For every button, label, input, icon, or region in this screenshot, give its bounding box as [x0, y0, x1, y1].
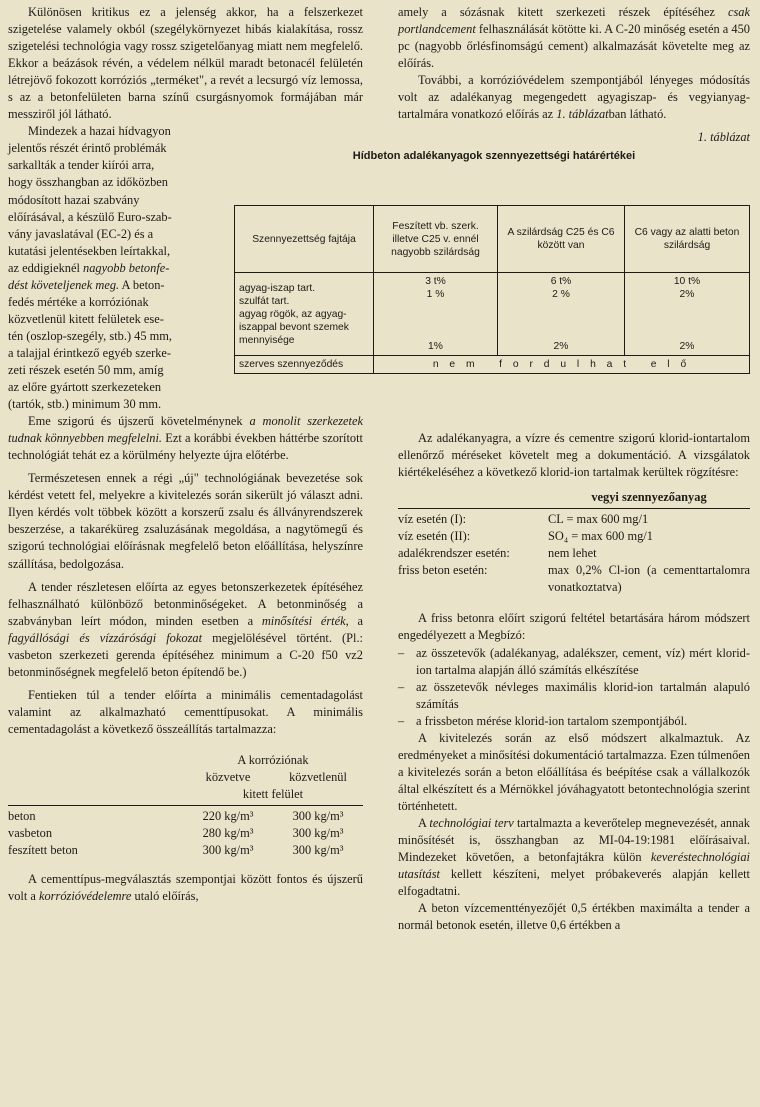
table-row: beton 220 kg/m³ 300 kg/m³ [8, 809, 344, 824]
right-column-lower [398, 430, 750, 934]
emphasis: 1. táblázat [556, 107, 609, 122]
table-header: Szennyezettség fajtája [235, 206, 374, 273]
limits-table [234, 205, 750, 374]
table-number: 1. táblázat [697, 130, 750, 145]
table-row: agyag-iszap tart. szulfát tart. agyag rögök, az agyag-iszappal bevont szemek mennyisége 3 t% 1 % 1% 6 t% 2 % 2% 10 t% 2% 2% [235, 273, 750, 356]
text-line: zeti részek esetén 50 mm, amíg [8, 362, 164, 377]
cement-head: A korróziónak [237, 752, 309, 767]
chem-row: víz esetén (I): CL = max 600 mg/1 [398, 512, 649, 527]
text-line: jelentős részét érintő problémák [8, 141, 167, 156]
emphasis: dést követeljenek meg. [8, 277, 120, 292]
cement-head: közvetve [205, 770, 251, 785]
text-line: hogy összhangban az időközben [8, 175, 169, 190]
table-title: Hídbeton adalékanyagok szennyezettségi határértékei [352, 150, 636, 163]
emphasis: keveréstechnológiai utasítást [398, 850, 750, 882]
emphasis: technológiai terv [429, 815, 514, 830]
paragraph: A kivitelezés során az első módszert alkalmaztuk. Az eredményeket a minősítési dokumentáció tartalmazza. Ezen túlmenően a kivitelezés során a beton előállítása és beépítése csak a vállalkozók által elkészített és a Mérnökkel jóváhagyatott betontechnológia szerint történhetett. [398, 730, 750, 813]
right-column [352, 4, 750, 171]
text-line: a talajjal érintkező egyéb szerke- [8, 345, 172, 360]
paragraph: amely a sózásnak kitett szerkezeti részek építéséhez csak portlandcement felhasználását kötötte ki. A C-20 minőség esetén a 450 pc (nagyobb őrlésfinomságú cement) alkalmazását követelte meg az előírás. [398, 5, 750, 71]
paragraph: További, a korrózióvédelem szempontjából lényeges módosítás volt az adalékanyag megengedett agyagiszap- és vegyianyag-tartalmára vonatkozó előírás az 1. táblázatban látható. [398, 73, 750, 122]
list-item: – a frissbeton mérése klorid-ion tartalom szempontjából. [398, 713, 750, 730]
text-line: Mindezek a hazai hídvagyon [28, 124, 171, 139]
paragraph: Az adalékanyagra, a vízre és cementre szigorú klorid-iontartalom ellenőrző méréseket követelt meg a dokumentáció. A vizsgálatok kiértékeléséhez a következő klorid-ion tartalmak kerültek rögzítésre: [398, 431, 750, 480]
table-header: C6 vagy az alatti beton szilárdság [625, 206, 750, 273]
text-line: módosított hazai szabvány [8, 192, 140, 207]
chem-row: friss beton esetén: max 0,2% Cl-ion (a cementtartalomra vonatkoztatva) [398, 563, 750, 595]
chem-header: vegyi szennyezőanyag [591, 490, 707, 505]
text-line: az előre gyártott szerkezeteken [8, 380, 162, 395]
text-line: tén (oszlop-szegély, stb.) 45 mm, [8, 328, 173, 343]
text-line: előírásával, a készülő Euro-szab- [8, 209, 172, 224]
paragraph: A cementtípus-megválasztás szempontjai között fontos és újszerű volt a korrózióvédelemre utaló előírás, [8, 872, 363, 904]
left-column [8, 4, 363, 905]
cement-table [8, 752, 363, 859]
emphasis: fagyállósági és vízzárósági fokozat [8, 630, 203, 645]
emphasis: minősítési érték, [261, 613, 349, 628]
emphasis: nagyobb betonfe- [83, 260, 170, 275]
table-row: vasbeton 280 kg/m³ 300 kg/m³ [8, 826, 344, 841]
list-item: – az összetevők névleges maximális klorid-ion tartalmán alapuló számítás [398, 679, 750, 713]
divider [398, 508, 750, 509]
paragraph: A tender részletesen előírta az egyes betonszerkezetek építéséhez felhasználható különböző betonminőségeket. A betonminőség a szabványban leírt módon, minden esetben a minősítési érték, a fagyállósági és vízzárósági fokozat megjelölésével történt. (Pl.: vasbeton szerkezeti gerenda építéséhez minimum a C-20 f50 vz2 betonminőségnek megfelelő beton építendő be.) [8, 579, 363, 679]
table-header: Feszített vb. szerk. illetve C25 v. ennél nagyobb szilárdság [374, 206, 498, 273]
text-line: közvetlenül kitett felületek ese- [8, 311, 164, 326]
chem-row: adalékrendszer esetén: nem lehet [398, 546, 597, 561]
cement-head: kitett felület [242, 787, 304, 802]
paragraph: Eme szigorú és újszerű követelménynek a monolit szerkezetek tudnak könnyebben megfelelni. Ezt a korábbi években háttérbe szorított technológiát tehát ez a körülmény helyezte újra előtérbe. [8, 414, 363, 463]
paragraph: Fentieken túl a tender előírta a minimális cementadagolást valamint az alkalmazható cementtípusokat. A minimális cementadagolást a következő összeállítás tartalmazza: [8, 687, 363, 736]
paragraph: A technológiai terv tartalmazta a keverőtelep megnevezését, annak minősítését is, összhangban az MI-04-19:1981 előírásaival. Mindezeket követően, a betonfajtákra külön keveréstechnológiai utasítást kellett készíteni, melyet próbakeverés alapján kellett elfogadtatni. [398, 815, 750, 899]
text-line: (tartók, stb.) minimum 30 mm. [8, 397, 162, 412]
paragraph: Természetesen ennek a régi „új" technológiának bevezetése sok kérdést vetett fel, melyekre a kivitelezés során sikerült jó választ adni. Ilyen kérdés volt többek között a korszerű zsalu és állványrendszerek beszerzése, a takaréküreg zsaluzásának megoldása, a nagytömegű és szigorú technológiai előírásnak megfelelő beton előállítása, helyszínre szállítása, bedolgozása. [8, 471, 363, 571]
text-line: az eddigieknél nagyobb betonfe- [8, 260, 170, 275]
table-row: szerves szennyeződés n e m f o r d u l h a t e l ő [235, 356, 750, 374]
text-line: fedés mértéke a korróziónak [8, 294, 149, 309]
paragraph: A friss betonra előírt szigorú feltétel betartására három módszert engedélyezett a Megbízó: [398, 611, 750, 643]
text-line: dést követeljenek meg. A beton- [8, 277, 165, 292]
paragraph: Különösen kritikus ez a jelenség akkor, ha a felszerkezet szigetelése valamely okból (szegélykörnyezet hibás kialakítása, rossz szigetelési technológia vagy rossz szigetelőanyag miatt nem megfelelő. Ekkor a beázások révén, a védelem nélkül maradt betonacél felületén létrejövő fokozott korróziós „terméket", a revét a lecsurgó víz lemossa, s az a betonfelületen barna színű csurgásnyomok formájában már messziről jól látható. [8, 5, 363, 122]
text-line: sarkallták a tender kiírói arra, [8, 158, 155, 173]
text-line: kutatási jelentésekben leírtakkal, [8, 243, 171, 258]
cement-head: közvetlenül [289, 770, 347, 785]
emphasis: korrózióvédelemre [38, 889, 132, 904]
list-item: – az összetevők (adalékanyag, adalékszer, cement, víz) mért klorid-ion tartalma alapján álló számítás elkészítése [398, 645, 750, 679]
text-line: vány javaslatával (EC-2) és a [8, 226, 154, 241]
table-row: feszített beton 300 kg/m³ 300 kg/m³ [8, 843, 344, 858]
emphasis: a monolit szerkezetek tudnak könnyebben megfelelni. [8, 414, 363, 446]
emphasis: csak portlandcement [398, 5, 750, 37]
divider [8, 805, 363, 806]
paragraph: A beton vízcementtényezőjét 0,5 értékben maximálta a tender a normál betonok esetén, illetve 0,6 értékben a [398, 901, 750, 933]
method-list [398, 645, 750, 730]
indented-paragraph [8, 123, 238, 413]
chem-row: víz esetén (II): SO₄ = max 600 mg/1 [398, 529, 653, 544]
table-header: A szilárdság C25 és C6 között van [498, 206, 625, 273]
